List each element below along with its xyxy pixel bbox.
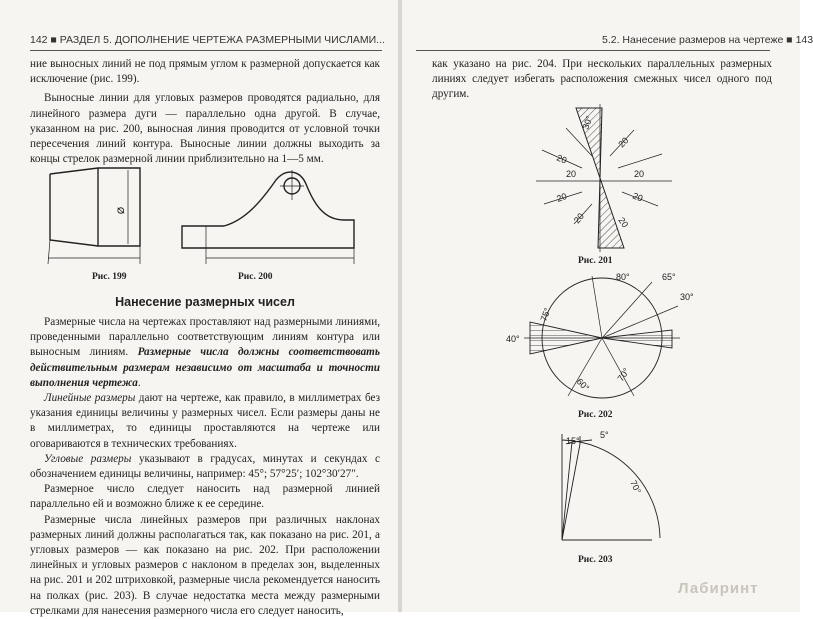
figure-199-drawing bbox=[28, 160, 178, 272]
right-header-rule bbox=[416, 50, 770, 51]
figure-201-drawing bbox=[522, 104, 682, 252]
dim-label: 20 bbox=[555, 191, 569, 204]
paragraph: ние выносных линий не под прямым углом к размерной допускается как исключение (рис. 199). bbox=[30, 58, 380, 86]
paragraph: Размерное число следует наносить над размерной линией параллельно ей и возможно ближе к ее середине. bbox=[30, 483, 380, 511]
left-header-section: РАЗДЕЛ 5. ДОПОЛНЕНИЕ ЧЕРТЕЖА РАЗМЕРНЫМИ ЧИСЛАМИ... bbox=[59, 34, 385, 46]
emphasis: Угловые размеры bbox=[44, 452, 132, 465]
angle-label: 60° bbox=[574, 376, 592, 394]
angle-label: 40° bbox=[506, 334, 520, 344]
right-page-number: 143 bbox=[795, 34, 813, 46]
text-run: указывают в градусах, минутах и секундах с обозначением единицы величины, например: 45°; 57°25′; 102°30′27″. bbox=[30, 452, 380, 481]
fig201-caption: Рис. 201 bbox=[578, 256, 613, 266]
figure-203-drawing bbox=[542, 430, 692, 550]
dim-label: 20 bbox=[566, 169, 577, 179]
angle-label: 65° bbox=[662, 272, 676, 282]
angle-label: 30° bbox=[580, 114, 595, 131]
right-running-header bbox=[602, 34, 813, 46]
dim-label: 20 bbox=[634, 169, 645, 179]
angle-label: 70° bbox=[628, 478, 644, 496]
figure-200-drawing bbox=[176, 160, 376, 272]
text-run: дают на чертеже, как правило, в миллиметрах без указания единицы величины у размерных чисел. Если размеры даны не в миллиметрах, то единицы проставляются на чертеже или оговариваются в технических требованиях. bbox=[30, 392, 381, 450]
left-bottom-text bbox=[30, 315, 380, 619]
dim-label: 20 bbox=[555, 152, 569, 166]
right-page bbox=[402, 0, 813, 612]
bullet: ■ bbox=[786, 34, 796, 46]
emphasis: Линейные размеры bbox=[44, 392, 136, 405]
watermark-logo: Лабиринт bbox=[678, 580, 759, 597]
angle-label: 75° bbox=[538, 306, 553, 323]
paragraph bbox=[30, 315, 380, 391]
paragraph bbox=[30, 452, 380, 482]
paragraph: Размерные числа линейных размеров при различных наклонах размерных линий должны располагаться так, как показано на рис. 201, а угловых размеров — как показано на рис. 202. При расположении линейных и угловых размеров с наклоном в пределах зон, выделенных на рис. 201 и 202 штриховкой, размерные числа рекомендуется наносить на полках (рис. 203). В случае недостатка места между размерными стрелками для нанесения размерного числа его следует наносить, bbox=[30, 513, 380, 617]
paragraph: как указано на рис. 204. При нескольких параллельных размерных линиях следует избегать расположения смежных чисел одного под другим. bbox=[432, 58, 772, 101]
right-top-text bbox=[432, 57, 772, 103]
left-top-text bbox=[30, 57, 380, 167]
left-header-rule bbox=[30, 50, 382, 51]
dim-label: 20 bbox=[616, 135, 631, 150]
fig199-caption: Рис. 199 bbox=[92, 272, 127, 282]
text-run: . bbox=[137, 376, 141, 389]
dim-label: 20 bbox=[616, 215, 631, 230]
dim-label: 20 bbox=[631, 190, 645, 204]
emphasis: Размерные числа должны соответствовать действительным размерам независимо от масштаба и точности выполнения чертежа bbox=[30, 346, 381, 389]
fig202-caption: Рис. 202 bbox=[578, 410, 613, 420]
right-header-section: 5.2. Нанесение размеров на чертеже bbox=[602, 34, 784, 46]
fig203-caption: Рис. 203 bbox=[578, 555, 613, 565]
dim-label: 20 bbox=[571, 211, 586, 226]
angle-label: 70° bbox=[615, 366, 632, 384]
angle-label: 5° bbox=[600, 430, 609, 440]
paragraph bbox=[30, 391, 380, 452]
text-run: Размерные числа на чертежах проставляют над размерными линиями, проведенными параллельно соответствующим линиям контура или выносным линиям. bbox=[30, 316, 380, 359]
diameter-label: Ø bbox=[116, 206, 126, 214]
bullet: ■ bbox=[50, 34, 60, 46]
angle-label: 15° bbox=[566, 436, 580, 446]
angle-label: 30° bbox=[680, 292, 694, 302]
section-title: Нанесение размерных чисел bbox=[115, 295, 295, 309]
left-running-header bbox=[30, 34, 385, 46]
left-page bbox=[0, 0, 398, 617]
angle-label: 80° bbox=[616, 272, 630, 282]
paragraph: Выносные линии для угловых размеров проводятся радиально, для линейного размера дуги — параллельно одна другой. В случае, указанном на рис. 200, выносная линия проводится от условной точки пересечения линий контура. Выносные линии должны выходить за концы стрелок размерной линии приблизительно на 1—5 мм. bbox=[30, 92, 380, 166]
left-page-number: 142 bbox=[30, 34, 48, 46]
figure-202-drawing bbox=[502, 270, 702, 402]
fig200-caption: Рис. 200 bbox=[238, 272, 273, 282]
